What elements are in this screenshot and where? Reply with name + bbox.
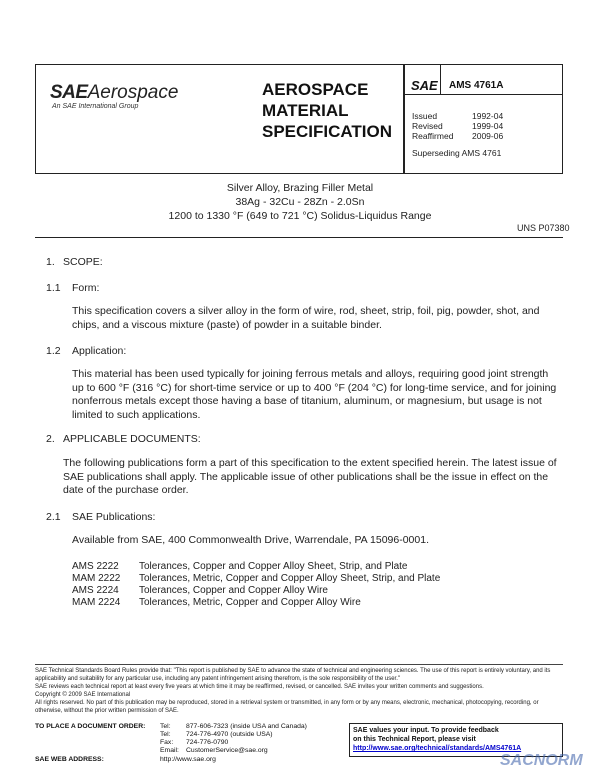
tel2-value[interactable]: 724-776-4970 (outside USA)	[186, 731, 273, 738]
reference-title: Tolerances, Metric, Copper and Copper Alloy Wire	[139, 597, 361, 608]
revised-date: 1999-04	[472, 121, 504, 131]
policy-notice: SAE Technical Standards Board Rules provide that: "This report is published by SAE to advance the state of technical and engineering sciences. The use of this report is entirely voluntary, and its applicability and suitability for any particular use, including any patent infringement arising therefrom, is the sole responsibility of the user."	[35, 668, 551, 682]
superseding-note: Superseding AMS 4761	[412, 148, 502, 158]
reference-code: AMS 2222	[72, 561, 119, 572]
section-1-1-text: This specification covers a silver alloy in the form of wire, rod, sheet, strip, foil, pig, powder, shot, and chips, and a viscous mixture (paste) of powder in a suitable binder.	[72, 305, 540, 331]
section-2-title: APPLICABLE DOCUMENTS:	[63, 433, 201, 445]
reference-code: MAM 2222	[72, 573, 121, 584]
email-label: Email:	[160, 747, 179, 754]
section-1-title: SCOPE:	[63, 256, 103, 268]
subject-line-2: 38Ag - 32Cu - 28Zn - 2.0Sn	[235, 196, 365, 208]
section-2-number: 2.	[46, 433, 55, 445]
web-address-label: SAE WEB ADDRESS:	[35, 756, 104, 763]
section-1-1-number: 1.1	[46, 282, 61, 294]
web-address-link[interactable]: http://www.sae.org	[160, 756, 216, 763]
revised-label: Revised	[412, 121, 443, 131]
sae-mark: SAE	[411, 78, 438, 93]
section-1-1-title: Form:	[72, 282, 100, 294]
subject-rule	[35, 237, 563, 238]
feedback-line-2: on this Technical Report, please visit	[353, 736, 476, 743]
sae-aerospace-logo: SAEAerospace	[50, 82, 179, 103]
section-1-2-number: 1.2	[46, 345, 61, 357]
section-1-2-text: This material has been used typically for joining ferrous metals and alloys, requiring good joint strength up to 600 °F (316 °C) for short-time service or up to 400 °F (204 °C) for long-time service, and for joining nonferrous metals except those having a base of titanium, aluminum, or magnesium, but usage is not limited to such applications.	[72, 368, 557, 421]
reference-title: Tolerances, Metric, Copper and Copper Alloy Sheet, Strip, and Plate	[139, 573, 441, 584]
reference-title: Tolerances, Copper and Copper Alloy Wire	[139, 585, 328, 596]
ams-divider	[440, 64, 441, 94]
feedback-line-1: SAE values your input. To provide feedback	[353, 727, 499, 734]
feedback-link[interactable]: http://www.sae.org/technical/standards/AMS4761A	[353, 745, 522, 752]
order-label: TO PLACE A DOCUMENT ORDER:	[35, 723, 146, 730]
email-link[interactable]: CustomerService@sae.org	[186, 747, 268, 754]
reference-code: AMS 2224	[72, 585, 119, 596]
section-2-text: The following publications form a part of this specification to the extent specified herein. The latest issue of SAE publications shall apply. The applicable issue of other publications shall be the issue in effect on the date of the purchase order.	[63, 457, 557, 496]
reaffirmed-date: 2009-06	[472, 131, 504, 141]
fax-label: Fax:	[160, 739, 174, 746]
watermark-logo: SACNORM	[500, 752, 583, 769]
issued-label: Issued	[412, 111, 438, 121]
header-divider	[403, 64, 405, 174]
logo-subtitle: An SAE International Group	[52, 103, 139, 110]
uns-number: UNS P07380	[517, 223, 570, 233]
rights-notice: All rights reserved. No part of this publication may be reproduced, stored in a retrieval system or transmitted, in any form or by any means, electronic, mechanical, photocopying, recording, or otherwise, without the prior written permission of SAE.	[35, 700, 539, 714]
issued-date: 1992-04	[472, 111, 504, 121]
ams-number: AMS 4761A	[449, 80, 504, 91]
tel-value[interactable]: 877-606-7323 (inside USA and Canada)	[186, 723, 307, 730]
reference-title: Tolerances, Copper and Copper Alloy Sheet, Strip, and Plate	[139, 561, 408, 572]
reference-code: MAM 2224	[72, 597, 121, 608]
subject-line-1: Silver Alloy, Brazing Filler Metal	[226, 182, 374, 194]
ams-rule	[403, 94, 563, 95]
document-type-title: AEROSPACE MATERIAL SPECIFICATION	[262, 80, 393, 141]
footer-rule	[35, 664, 563, 665]
section-2-1-text: Available from SAE, 400 Commonwealth Drive, Warrendale, PA 15096-0001.	[72, 534, 429, 546]
section-2-1-number: 2.1	[46, 511, 61, 523]
reaffirmed-label: Reaffirmed	[412, 131, 454, 141]
subject-line-3: 1200 to 1330 °F (649 to 721 °C) Solidus-Liquidus Range	[168, 210, 432, 222]
fax-value: 724-776-0790	[186, 739, 229, 746]
section-1-number: 1.	[46, 256, 55, 268]
tel-label: Tel:	[160, 723, 171, 730]
copyright-notice: Copyright © 2009 SAE International	[35, 692, 131, 698]
review-notice: SAE reviews each technical report at least every five years at which time it may be reaffirmed, revised, or cancelled. SAE invites your written comments and suggestions.	[35, 684, 484, 690]
section-2-1-title: SAE Publications:	[72, 511, 156, 523]
tel2-label: Tel:	[160, 731, 171, 738]
section-1-2-title: Application:	[72, 345, 127, 357]
